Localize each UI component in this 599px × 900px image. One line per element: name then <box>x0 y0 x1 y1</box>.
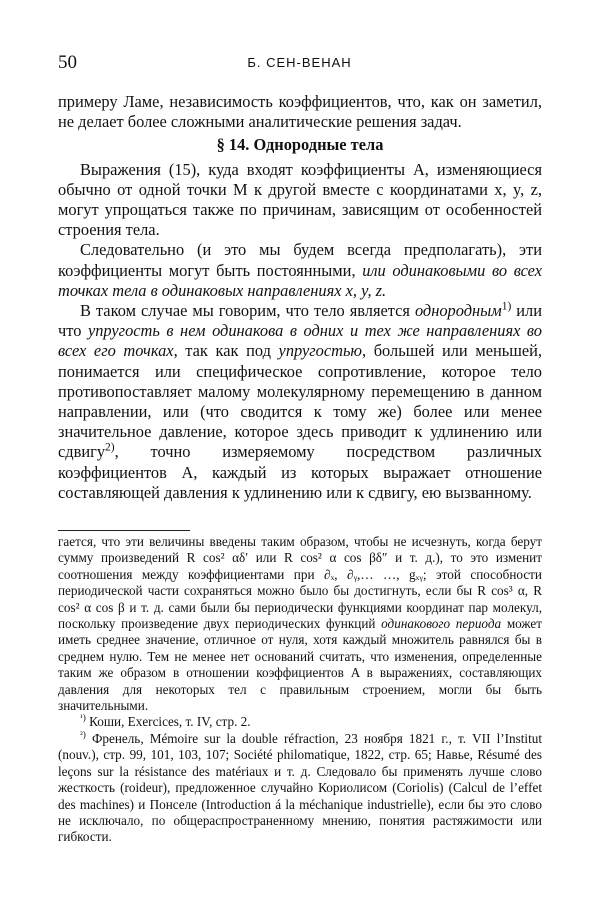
footnote-1-mark: ¹) <box>80 713 86 724</box>
paragraph-2-text: Следовательно (и это мы будем всегда предполагать), эти коэффициенты могут быть постоянными, <box>58 240 542 280</box>
paragraph-2 <box>58 240 542 301</box>
footnote-2-mark: ²) <box>80 729 86 740</box>
running-title: Б. СЕН-ВЕНАН <box>247 55 352 70</box>
page-header <box>58 52 541 80</box>
p3-text-h: , большей или меньшей, понимается или специфическое сопротивление, которое тело противопоставляет малому молекулярному перемещению в данном направлении, или (что сводится к тому же) более или менее значительное давление, которое здесь приводит к удлинению или сдвигу <box>58 341 542 462</box>
p3-text-d: или что <box>58 301 542 341</box>
paragraph-3 <box>58 301 542 503</box>
section-title: § 14. Однородные тела <box>216 135 384 155</box>
fn-cont-text-c: может иметь среднее значение, отличное от нуля, хотя каждый множитель равнялся бы в среднем нулю. Тем не менее нет оснований считать, что изменения, определенные таким же образом в отношении коэффициентов A в выражениях, составляющих давления для некоторых тел с правильным строением, могли бы быть значительными. <box>58 616 542 714</box>
footnote-1 <box>58 714 542 730</box>
main-text <box>58 92 542 503</box>
footnote-2-text: Френель, Mémoire sur la double réfraction, 23 ноября 1821 г., т. VII l’Institut (nouv.), стр. 99, 101, 103, 107; Société philomatique, 1822, стр. 65; Навье, Résumé des leçons sur la résistance des matériaux и т. д. Следовало бы применять лучше слово жесткость (roideur), предложенное случайно Кориолисом (Coriolis) (Calcul de l’effet des machines) и Понселе (Introduction á la méchanique industrielle), если бы это слово не исключало, по общераспространенному мнению, понятия растяжимости или гибкости. <box>58 730 542 845</box>
p3-text-j: , точно измеряемому посредством различных коэффициентов A, каждый из которых выражает отношение составляющей давления к удлинению или к сдвигу, ею вызванному. <box>58 442 542 502</box>
fn-cont-text-a: гается, что эти величины введены таким образом, чтобы не исчезнуть, когда берут сумму произведений R cos² αδ′ или R cos² α cos βδ″ и т. д.), то это изменит соотношения между коэффициентами при ∂ₓ, ∂ᵧ,… …, gₓᵧ; этой способности периодической части сохраняться можно было бы достигнуть, если бы R cos³ α, R cos² α cos β и т. д. сами были бы периодически функциями координат пар молекул, поскольку произведение двух периодических функций <box>58 534 542 632</box>
footnote-2 <box>58 731 542 846</box>
fn-cont-emphasis: одинакового периода <box>381 616 502 632</box>
p3-emphasis-uprugost: упругостью <box>278 341 362 361</box>
footnote-continuation <box>58 534 542 714</box>
paragraph-1: Выражения (15), куда входят коэффициенты A, изменяющиеся обычно от одной точки M к другой вместе с координатами x, y, z, могут упрощаться также по причинам, зависящим от особенностей строения тела. <box>58 159 542 240</box>
continued-paragraph: примеру Ламе, независимость коэффициентов, что, как он заметил, не делает более сложными аналитические решения задач. <box>58 92 542 132</box>
p3-text-a: В таком случае мы говорим, что тело является <box>80 301 415 321</box>
footnotes <box>58 534 542 846</box>
p3-emphasis-elasticity: упругость в нем одинакова в одних и тех же направлениях во всех его точках <box>58 321 543 361</box>
page-number: 50 <box>58 52 77 73</box>
paragraph-2-emphasis: или одинаковыми во всех точках тела в одинаковых направлениях x, y, z. <box>58 260 542 300</box>
footnote-ref-2: 2) <box>105 441 115 454</box>
footnote-1-text: Коши, Exercices, т. IV, стр. 2. <box>85 714 251 730</box>
footnote-divider <box>58 530 190 531</box>
footnote-ref-1: 1) <box>501 300 512 313</box>
p3-text-f: , так как под <box>173 341 279 361</box>
p3-emphasis-homogeneous: однородным <box>414 301 502 321</box>
